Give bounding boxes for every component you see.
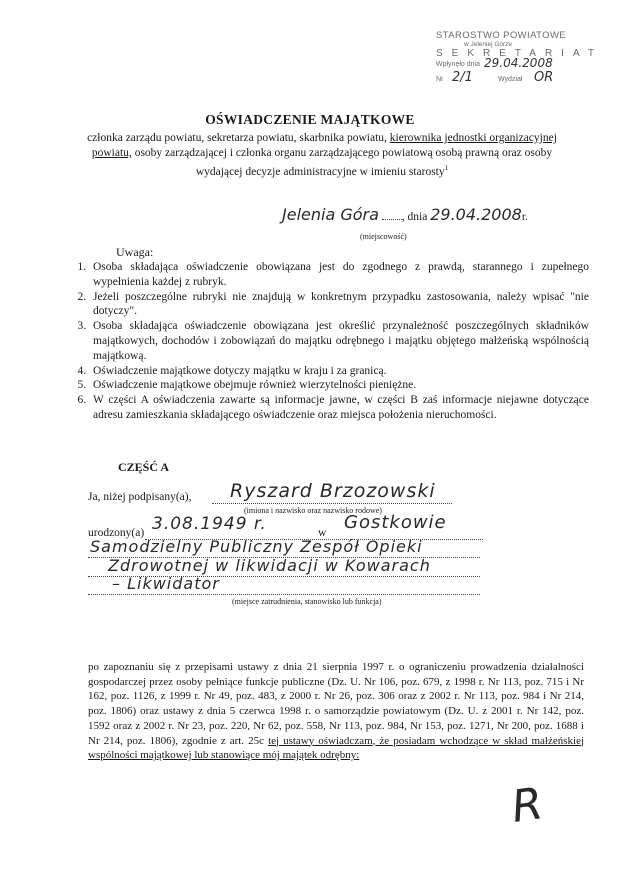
notes-list	[72, 260, 589, 423]
note-item: 6. W części A oświadczenia zawarte są informacje jawne, w części B zaś informacje niejawne dotyczące adresu zamieszkania składającego oświadczenie oraz miejsca położenia nieruchomości.	[89, 393, 589, 423]
handwritten-initial: R	[508, 778, 546, 833]
birth-in-label: w	[318, 527, 327, 539]
note-item: 1. Osoba składająca oświadczenie obowiązana jest do zgodnego z prawdą, starannego i zupełnego wypełnienia każdej z rubryk.	[89, 260, 589, 290]
intro-underlined: kierownika jednostki organizacyjnej powiatu,	[91, 132, 557, 159]
place-handwritten: Jelenia Góra	[282, 205, 379, 224]
stamp-office: STAROSTWO POWIATOWE	[436, 30, 567, 41]
note-item: 4. Oświadczenie majątkowe dotyczy majątku w kraju i za granicą.	[89, 364, 589, 379]
declaration-main: po zapoznaniu się z przepisami ustawy z dnia 21 sierpnia 1997 r. o ograniczeniu prowadzenia działalności gospodarczej przez osoby pełniące funkcje publiczne (Dz. U. Nr 106, poz. 679, z 1998 r. Nr 113, poz. 715 i Nr 162, poz. 1126, z 1999 r. Nr 49, poz. 483, z 2000 r. Nr 26, poz. 306 oraz z 2002 r. Nr 113, poz. 984 i Nr 214, poz. 1806) oraz ustawy z dnia 5 czerwca 1998 r. o samorządzie powiatowym (Dz. U. z 2001 r. Nr 142, poz. 1592 oraz z 2002 r. Nr 23, poz. 220, Nr 62, poz. 558, Nr 113, poz. 984, Nr 153, poz. 1271, Nr 200, poz. 1688 i Nr 214, poz. 1806), zgodnie z art. 25c	[88, 661, 584, 747]
stamp-department-label: Wydział	[498, 76, 523, 83]
employment-dotline3	[88, 594, 480, 595]
stamp-received-label: Wpłynęło dnia	[436, 61, 480, 68]
date-handwritten: 29.04.2008	[430, 205, 522, 224]
intro-paragraph	[76, 131, 568, 180]
signatory-label: Ja, niżej podpisany(a),	[88, 491, 192, 503]
stamp-number-label: Nr	[436, 76, 444, 83]
stamp-number-value: 2/1	[452, 70, 473, 85]
note-item: 3. Osoba składająca oświadczenie obowiązana jest określić przynależność poszczególnych składników majątkowych, dochodów i zobowiązań do majątku odrębnego i majątku objętego małżeńską wspólnością majątkową.	[89, 319, 589, 363]
note-item: 2. Jeżeli poszczególne rubryki nie znajdują w konkretnym przypadku zastosowania, należy wpisać "nie dotyczy".	[89, 290, 589, 320]
stamp-department: SEKRETARIAT	[436, 48, 603, 59]
place-date-line	[282, 205, 582, 224]
birth-label: urodzony(a)	[88, 527, 145, 539]
stamp-received-date: 29.04.2008	[484, 56, 553, 70]
stamp-city: w Jeleniej Górze	[464, 41, 513, 48]
employment-line2: Zdrowotnej w likwidacji w Kowarach	[108, 556, 431, 575]
registry-stamp	[436, 30, 603, 87]
employment-line3: – Likwidator	[112, 574, 220, 593]
birth-date-handwritten: 3.08.1949 r.	[152, 514, 267, 534]
place-caption: (miejscowość)	[360, 232, 407, 241]
intro-part1: członka zarządu powiatu, sekretarza powiatu, skarbnika powiatu,	[87, 132, 387, 144]
signatory-dotline	[212, 503, 452, 504]
section-title: CZĘŚĆ A	[118, 460, 170, 474]
intro-part3: osoby zarządzającej i członka organu zarządzającego powiatową osobą prawną oraz osoby wydającej decyzje administracyjne w imieniu starosty	[134, 147, 553, 178]
stamp-number-row	[436, 70, 586, 87]
birth-place-handwritten: Gostkowie	[344, 512, 447, 533]
notes-heading: Uwaga:	[116, 245, 154, 259]
signatory-caption: (imiona i nazwisko oraz nazwisko rodowe)	[244, 506, 382, 515]
note-item: 5. Oświadczenie majątkowe obejmuje również wierzytelności pieniężne.	[89, 378, 589, 393]
date-suffix: r.	[521, 211, 528, 223]
date-label: , dnia	[401, 211, 428, 223]
signatory-name-handwritten: Ryszard Brzozowski	[230, 480, 436, 502]
declaration-paragraph	[88, 660, 584, 763]
declaration-underlined: tej ustawy oświadczam, że posiadam wchodzące w skład małżeńskiej wspólności majątkowej lub stanowiące mój majątek odrębny:	[88, 734, 585, 762]
document-title: OŚWIADCZENIE MAJĄTKOWE	[205, 112, 415, 127]
employment-line1: Samodzielny Publiczny Zespół Opieki	[90, 537, 423, 556]
employment-caption: (miejsce zatrudnienia, stanowisko lub funkcja)	[232, 597, 382, 606]
stamp-department-value: OR	[534, 70, 554, 85]
footnote-marker: 1	[444, 164, 449, 172]
